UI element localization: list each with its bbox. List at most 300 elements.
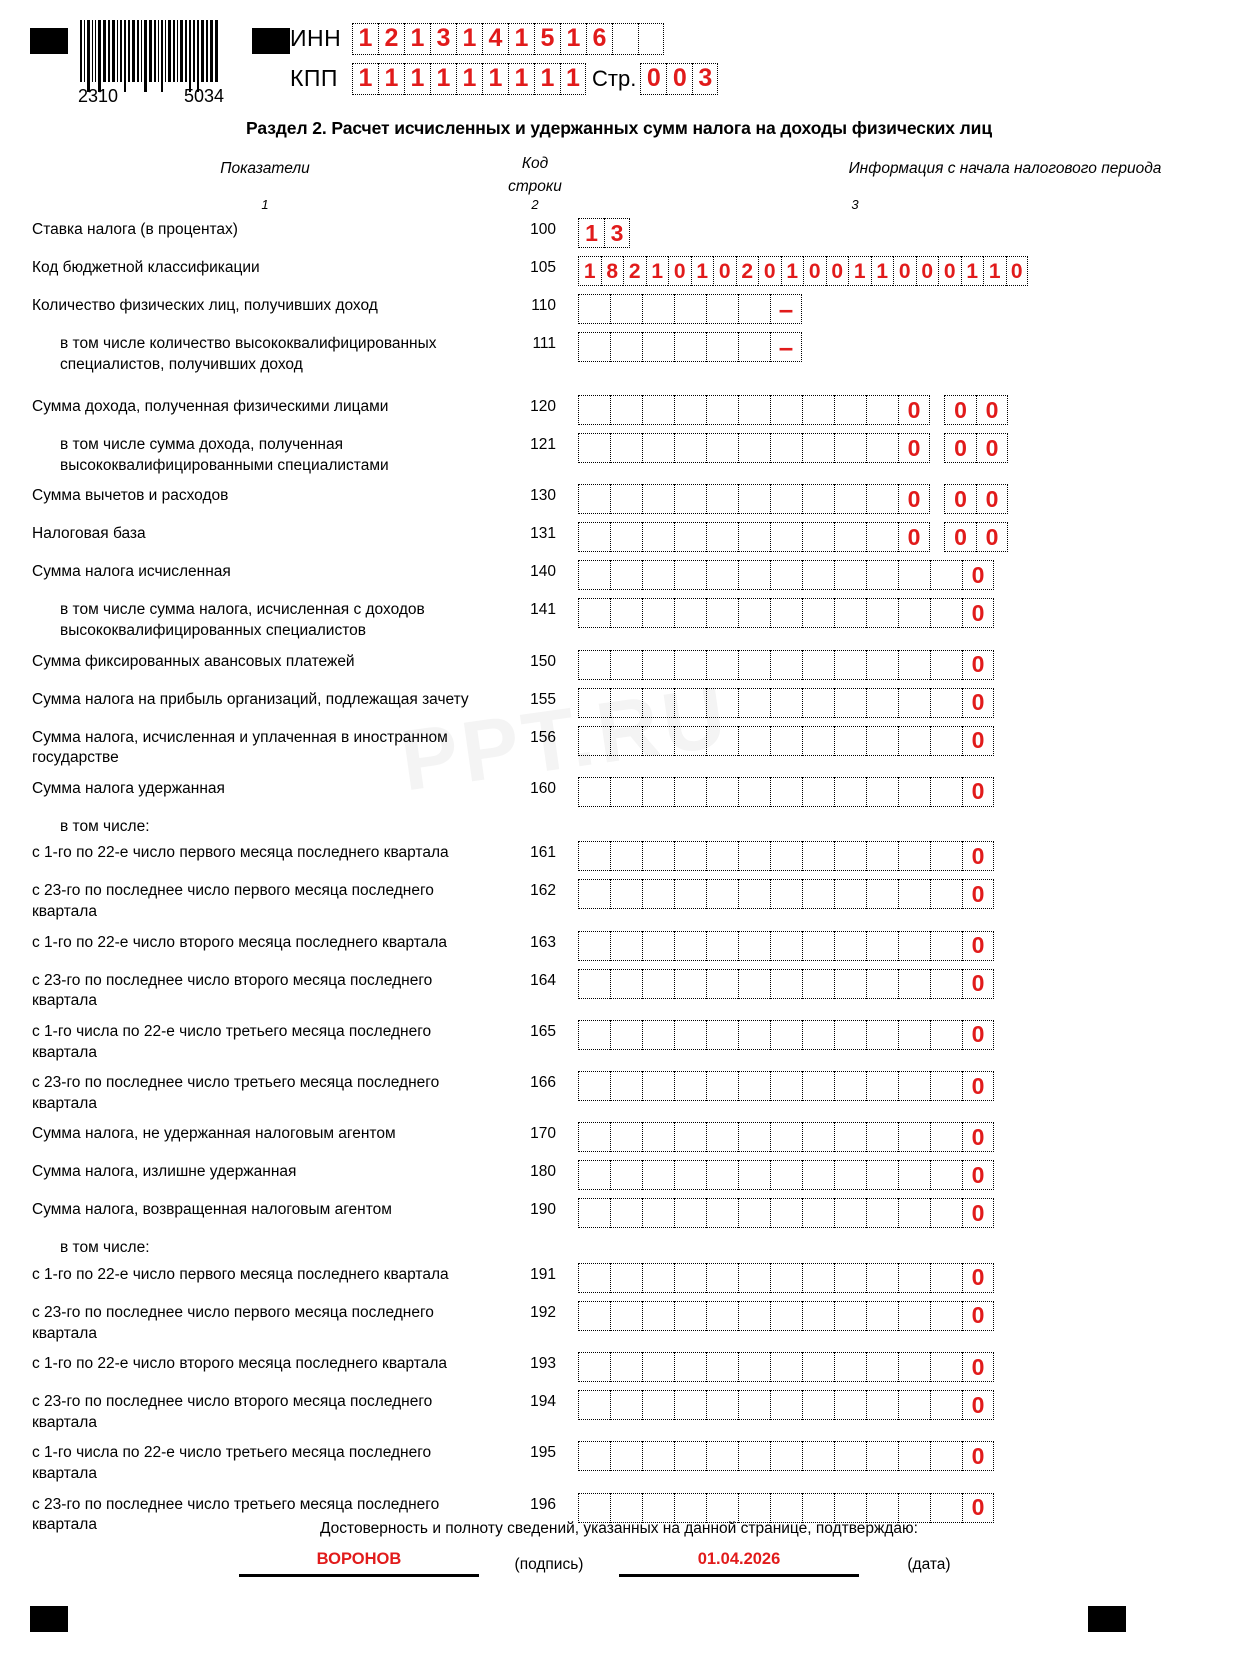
field-cell[interactable]: 1 (781, 256, 804, 286)
field-cell[interactable]: 0 (962, 1263, 994, 1293)
row-fields[interactable] (570, 726, 1238, 756)
field-cell[interactable] (930, 598, 962, 628)
field-cell[interactable] (674, 1020, 706, 1050)
field-cell[interactable] (834, 1198, 866, 1228)
field-cell[interactable] (770, 1301, 802, 1331)
field-cell[interactable] (706, 1493, 738, 1523)
field-cell[interactable]: 0 (976, 395, 1008, 425)
row-fields[interactable] (570, 931, 1238, 961)
field-cell[interactable] (802, 1390, 834, 1420)
row-field-group-decimal[interactable] (944, 484, 1008, 514)
field-cell[interactable]: 0 (898, 395, 930, 425)
field-cell[interactable] (610, 1301, 642, 1331)
row-fields[interactable] (570, 1071, 1238, 1101)
field-cell[interactable]: 0 (758, 256, 781, 286)
field-cell[interactable] (834, 777, 866, 807)
field-cell[interactable] (578, 1020, 610, 1050)
field-cell[interactable]: 0 (1006, 256, 1029, 286)
row-fields[interactable] (570, 650, 1238, 680)
cell[interactable]: 4 (482, 23, 508, 55)
row-fields[interactable] (570, 560, 1238, 590)
cell[interactable] (612, 23, 638, 55)
row-fields[interactable] (570, 841, 1238, 871)
field-cell[interactable]: 0 (962, 1122, 994, 1152)
field-cell[interactable]: 0 (962, 1020, 994, 1050)
field-cell[interactable] (578, 560, 610, 590)
row-fields[interactable] (570, 777, 1238, 807)
row-field-group-main[interactable] (578, 1122, 994, 1152)
field-cell[interactable] (674, 294, 706, 324)
field-cell[interactable] (738, 969, 770, 999)
field-cell[interactable]: 1 (578, 256, 601, 286)
cell[interactable]: 0 (666, 63, 692, 95)
field-cell[interactable] (642, 1263, 674, 1293)
field-cell[interactable] (930, 726, 962, 756)
field-cell[interactable] (930, 1071, 962, 1101)
field-cell[interactable] (706, 560, 738, 590)
field-cell[interactable] (770, 1160, 802, 1190)
field-cell[interactable] (834, 841, 866, 871)
field-cell[interactable]: 0 (944, 484, 976, 514)
field-cell[interactable]: 0 (898, 484, 930, 514)
field-cell[interactable] (738, 650, 770, 680)
field-cell[interactable] (802, 1352, 834, 1382)
field-cell[interactable] (898, 726, 930, 756)
field-cell[interactable] (642, 969, 674, 999)
field-cell[interactable] (866, 1352, 898, 1382)
field-cell[interactable] (674, 650, 706, 680)
field-cell[interactable] (770, 1390, 802, 1420)
field-cell[interactable] (738, 395, 770, 425)
field-cell[interactable] (578, 841, 610, 871)
field-cell[interactable] (674, 433, 706, 463)
field-cell[interactable] (898, 1493, 930, 1523)
field-cell[interactable] (610, 294, 642, 324)
field-cell[interactable] (706, 969, 738, 999)
field-cell[interactable] (866, 1198, 898, 1228)
field-cell[interactable]: 0 (962, 1198, 994, 1228)
row-field-group-main[interactable] (578, 1198, 994, 1228)
cell[interactable]: 1 (352, 63, 378, 95)
row-fields[interactable] (570, 395, 1238, 425)
field-cell[interactable] (674, 969, 706, 999)
field-cell[interactable] (834, 1493, 866, 1523)
field-cell[interactable] (706, 1198, 738, 1228)
field-cell[interactable]: 0 (976, 522, 1008, 552)
field-cell[interactable] (770, 1198, 802, 1228)
field-cell[interactable] (866, 560, 898, 590)
field-cell[interactable] (898, 879, 930, 909)
row-field-group-main[interactable] (578, 969, 994, 999)
row-fields[interactable] (570, 522, 1238, 552)
cell[interactable]: 1 (482, 63, 508, 95)
field-cell[interactable] (930, 1263, 962, 1293)
inn-field[interactable] (352, 23, 664, 55)
field-cell[interactable] (866, 1441, 898, 1471)
field-cell[interactable] (610, 598, 642, 628)
field-cell[interactable] (674, 560, 706, 590)
field-cell[interactable] (770, 1122, 802, 1152)
field-cell[interactable] (770, 931, 802, 961)
field-cell[interactable] (706, 598, 738, 628)
field-cell[interactable] (738, 777, 770, 807)
field-cell[interactable] (834, 1122, 866, 1152)
field-cell[interactable] (898, 650, 930, 680)
field-cell[interactable] (802, 1020, 834, 1050)
row-field-group-main[interactable] (578, 1020, 994, 1050)
field-cell[interactable]: 0 (962, 1390, 994, 1420)
field-cell[interactable] (802, 931, 834, 961)
field-cell[interactable] (898, 931, 930, 961)
field-cell[interactable]: 0 (944, 522, 976, 552)
field-cell[interactable] (706, 1301, 738, 1331)
row-field-group-main[interactable] (578, 841, 994, 871)
field-cell[interactable] (738, 1352, 770, 1382)
field-cell[interactable] (770, 650, 802, 680)
field-cell[interactable] (802, 969, 834, 999)
field-cell[interactable] (738, 931, 770, 961)
field-cell[interactable]: 0 (962, 1352, 994, 1382)
field-cell[interactable] (738, 688, 770, 718)
field-cell[interactable] (706, 879, 738, 909)
field-cell[interactable] (674, 1198, 706, 1228)
field-cell[interactable] (834, 1020, 866, 1050)
field-cell[interactable] (610, 560, 642, 590)
field-cell[interactable] (706, 1160, 738, 1190)
field-cell[interactable]: 1 (871, 256, 894, 286)
field-cell[interactable] (674, 1352, 706, 1382)
field-cell[interactable] (578, 294, 610, 324)
field-cell[interactable]: 0 (962, 1441, 994, 1471)
field-cell[interactable] (642, 1390, 674, 1420)
field-cell[interactable]: 0 (962, 1071, 994, 1101)
cell[interactable]: 1 (352, 23, 378, 55)
cell[interactable] (638, 23, 664, 55)
row-fields[interactable] (570, 1263, 1238, 1293)
field-cell[interactable] (610, 1390, 642, 1420)
field-cell[interactable] (834, 1301, 866, 1331)
field-cell[interactable] (834, 1071, 866, 1101)
field-cell[interactable] (738, 1263, 770, 1293)
field-cell[interactable] (738, 294, 770, 324)
field-cell[interactable] (898, 969, 930, 999)
row-field-group-main[interactable] (578, 1493, 994, 1523)
field-cell[interactable] (610, 395, 642, 425)
field-cell[interactable] (610, 1122, 642, 1152)
row-fields[interactable] (570, 1301, 1238, 1331)
field-cell[interactable] (802, 1263, 834, 1293)
field-cell[interactable] (706, 688, 738, 718)
field-cell[interactable] (738, 1198, 770, 1228)
field-cell[interactable] (930, 1493, 962, 1523)
field-cell[interactable]: 0 (713, 256, 736, 286)
field-cell[interactable] (834, 598, 866, 628)
cell[interactable]: 1 (508, 23, 534, 55)
field-cell[interactable] (866, 484, 898, 514)
field-cell[interactable] (802, 1493, 834, 1523)
field-cell[interactable] (898, 777, 930, 807)
field-cell[interactable]: 0 (916, 256, 939, 286)
field-cell[interactable] (642, 1071, 674, 1101)
field-cell[interactable] (706, 395, 738, 425)
field-cell[interactable]: 1 (983, 256, 1006, 286)
field-cell[interactable] (770, 879, 802, 909)
field-cell[interactable] (706, 931, 738, 961)
cell[interactable]: 0 (640, 63, 666, 95)
field-cell[interactable] (642, 332, 674, 362)
field-cell[interactable]: 0 (962, 1160, 994, 1190)
field-cell[interactable] (802, 1301, 834, 1331)
field-cell[interactable] (610, 969, 642, 999)
row-field-group-main[interactable] (578, 598, 994, 628)
row-field-group-main[interactable] (578, 650, 994, 680)
row-fields[interactable] (570, 1390, 1238, 1420)
field-cell[interactable] (578, 1493, 610, 1523)
field-cell[interactable] (898, 1122, 930, 1152)
field-cell[interactable] (866, 688, 898, 718)
field-cell[interactable]: 0 (962, 1301, 994, 1331)
cell[interactable]: 5 (534, 23, 560, 55)
row-field-group-main[interactable] (578, 1160, 994, 1190)
field-cell[interactable] (578, 726, 610, 756)
field-cell[interactable] (642, 1441, 674, 1471)
field-cell[interactable]: 0 (898, 433, 930, 463)
field-cell[interactable] (706, 1441, 738, 1471)
field-cell[interactable] (578, 332, 610, 362)
field-cell[interactable] (834, 1160, 866, 1190)
field-cell[interactable] (802, 777, 834, 807)
field-cell[interactable] (610, 688, 642, 718)
field-cell[interactable] (898, 1301, 930, 1331)
field-cell[interactable] (770, 484, 802, 514)
field-cell[interactable]: 0 (962, 560, 994, 590)
field-cell[interactable] (770, 395, 802, 425)
field-cell[interactable] (642, 395, 674, 425)
row-field-group-main[interactable] (578, 332, 802, 362)
cell[interactable]: 1 (456, 63, 482, 95)
field-cell[interactable] (738, 879, 770, 909)
field-cell[interactable] (642, 484, 674, 514)
field-cell[interactable] (674, 1071, 706, 1101)
field-cell[interactable] (674, 1301, 706, 1331)
field-cell[interactable] (738, 332, 770, 362)
row-field-group-main[interactable] (578, 777, 994, 807)
field-cell[interactable] (834, 1263, 866, 1293)
field-cell[interactable]: 0 (938, 256, 961, 286)
field-cell[interactable] (578, 433, 610, 463)
field-cell[interactable] (834, 433, 866, 463)
row-field-group-main[interactable] (578, 218, 630, 248)
field-cell[interactable]: 0 (962, 969, 994, 999)
field-cell[interactable] (706, 332, 738, 362)
field-cell[interactable] (610, 433, 642, 463)
field-cell[interactable] (642, 1493, 674, 1523)
field-cell[interactable] (930, 841, 962, 871)
field-cell[interactable]: – (770, 332, 802, 362)
field-cell[interactable] (738, 1160, 770, 1190)
cell[interactable]: 1 (430, 63, 456, 95)
field-cell[interactable] (738, 1390, 770, 1420)
field-cell[interactable] (706, 294, 738, 324)
field-cell[interactable] (866, 841, 898, 871)
field-cell[interactable] (866, 1122, 898, 1152)
field-cell[interactable] (706, 777, 738, 807)
field-cell[interactable] (866, 726, 898, 756)
field-cell[interactable] (578, 931, 610, 961)
field-cell[interactable] (866, 1160, 898, 1190)
field-cell[interactable] (898, 598, 930, 628)
page-number-field[interactable] (640, 63, 718, 95)
field-cell[interactable] (610, 931, 642, 961)
field-cell[interactable] (674, 841, 706, 871)
field-cell[interactable] (738, 1301, 770, 1331)
field-cell[interactable]: 1 (646, 256, 669, 286)
field-cell[interactable]: 3 (604, 218, 630, 248)
field-cell[interactable] (642, 1198, 674, 1228)
field-cell[interactable] (930, 650, 962, 680)
field-cell[interactable] (802, 841, 834, 871)
kpp-field[interactable] (352, 63, 586, 95)
field-cell[interactable] (642, 433, 674, 463)
field-cell[interactable]: 1 (691, 256, 714, 286)
row-fields[interactable] (570, 1160, 1238, 1190)
field-cell[interactable] (674, 332, 706, 362)
field-cell[interactable] (674, 484, 706, 514)
field-cell[interactable] (642, 931, 674, 961)
field-cell[interactable] (898, 1441, 930, 1471)
field-cell[interactable]: 0 (668, 256, 691, 286)
field-cell[interactable] (770, 1441, 802, 1471)
field-cell[interactable] (642, 650, 674, 680)
field-cell[interactable] (802, 433, 834, 463)
field-cell[interactable]: 8 (601, 256, 624, 286)
field-cell[interactable] (802, 1122, 834, 1152)
field-cell[interactable] (738, 726, 770, 756)
field-cell[interactable] (738, 484, 770, 514)
field-cell[interactable] (930, 931, 962, 961)
row-fields[interactable] (570, 218, 1238, 248)
field-cell[interactable] (674, 777, 706, 807)
field-cell[interactable] (770, 1352, 802, 1382)
field-cell[interactable] (802, 650, 834, 680)
field-cell[interactable] (738, 1071, 770, 1101)
field-cell[interactable] (610, 1352, 642, 1382)
field-cell[interactable] (706, 522, 738, 552)
row-fields[interactable] (570, 294, 1238, 324)
field-cell[interactable] (610, 879, 642, 909)
field-cell[interactable] (578, 650, 610, 680)
field-cell[interactable] (578, 1198, 610, 1228)
field-cell[interactable] (738, 841, 770, 871)
row-field-group-decimal[interactable] (944, 433, 1008, 463)
field-cell[interactable] (738, 1493, 770, 1523)
field-cell[interactable] (610, 522, 642, 552)
field-cell[interactable] (770, 726, 802, 756)
field-cell[interactable] (866, 1493, 898, 1523)
field-cell[interactable] (674, 598, 706, 628)
field-cell[interactable]: 1 (961, 256, 984, 286)
field-cell[interactable] (802, 1071, 834, 1101)
row-fields[interactable] (570, 1122, 1238, 1152)
field-cell[interactable] (674, 522, 706, 552)
cell[interactable]: 1 (404, 63, 430, 95)
field-cell[interactable] (834, 395, 866, 425)
field-cell[interactable]: – (770, 294, 802, 324)
field-cell[interactable]: 2 (623, 256, 646, 286)
field-cell[interactable]: 0 (962, 931, 994, 961)
field-cell[interactable] (930, 969, 962, 999)
row-field-group-main[interactable] (578, 560, 994, 590)
field-cell[interactable] (642, 1160, 674, 1190)
row-field-group-main[interactable] (578, 522, 930, 552)
field-cell[interactable] (930, 1020, 962, 1050)
field-cell[interactable]: 0 (826, 256, 849, 286)
field-cell[interactable] (674, 395, 706, 425)
field-cell[interactable] (770, 522, 802, 552)
row-field-group-main[interactable] (578, 1352, 994, 1382)
row-field-group-main[interactable] (578, 688, 994, 718)
field-cell[interactable] (642, 1301, 674, 1331)
field-cell[interactable] (834, 879, 866, 909)
field-cell[interactable] (866, 433, 898, 463)
field-cell[interactable] (706, 726, 738, 756)
field-cell[interactable]: 0 (962, 688, 994, 718)
field-cell[interactable] (834, 650, 866, 680)
field-cell[interactable] (898, 841, 930, 871)
field-cell[interactable] (578, 1071, 610, 1101)
field-cell[interactable] (642, 560, 674, 590)
row-field-group-main[interactable] (578, 1263, 994, 1293)
field-cell[interactable] (610, 1198, 642, 1228)
field-cell[interactable] (898, 688, 930, 718)
field-cell[interactable]: 1 (578, 218, 604, 248)
field-cell[interactable] (802, 726, 834, 756)
field-cell[interactable] (706, 1122, 738, 1152)
field-cell[interactable] (610, 1493, 642, 1523)
row-field-group-decimal[interactable] (944, 395, 1008, 425)
field-cell[interactable] (834, 1390, 866, 1420)
field-cell[interactable] (642, 522, 674, 552)
row-field-group-main[interactable] (578, 726, 994, 756)
field-cell[interactable] (610, 841, 642, 871)
field-cell[interactable] (898, 1198, 930, 1228)
field-cell[interactable]: 0 (962, 1493, 994, 1523)
field-cell[interactable] (770, 777, 802, 807)
cell[interactable]: 1 (534, 63, 560, 95)
field-cell[interactable] (642, 879, 674, 909)
field-cell[interactable] (578, 1352, 610, 1382)
field-cell[interactable]: 0 (976, 484, 1008, 514)
field-cell[interactable] (610, 1441, 642, 1471)
cell[interactable]: 3 (692, 63, 718, 95)
field-cell[interactable] (866, 522, 898, 552)
field-cell[interactable] (834, 931, 866, 961)
field-cell[interactable] (578, 1301, 610, 1331)
field-cell[interactable] (674, 1263, 706, 1293)
field-cell[interactable] (706, 433, 738, 463)
field-cell[interactable] (770, 1020, 802, 1050)
field-cell[interactable] (642, 726, 674, 756)
field-cell[interactable] (866, 879, 898, 909)
field-cell[interactable] (578, 1441, 610, 1471)
field-cell[interactable] (578, 1390, 610, 1420)
field-cell[interactable] (674, 726, 706, 756)
row-field-group-main[interactable] (578, 931, 994, 961)
field-cell[interactable] (930, 1390, 962, 1420)
row-field-group-main[interactable] (578, 1390, 994, 1420)
field-cell[interactable] (706, 650, 738, 680)
field-cell[interactable] (610, 1071, 642, 1101)
